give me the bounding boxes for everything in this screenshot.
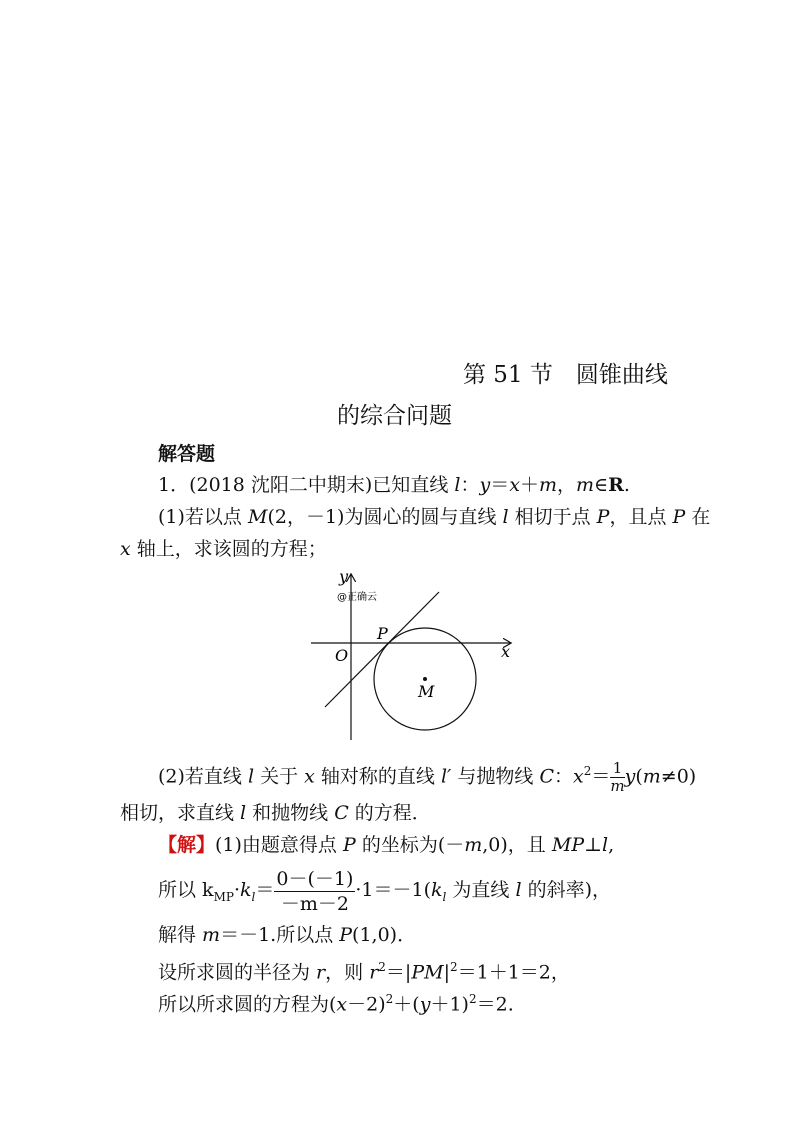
var-P: P <box>596 506 610 528</box>
text: ＝| <box>385 961 412 984</box>
part1-line1 <box>158 504 710 530</box>
text: | <box>443 961 450 984</box>
var-P: P <box>672 506 686 528</box>
y-axis-label: y <box>339 567 349 586</box>
origin-label: O <box>335 646 349 665</box>
page-title-line1: 第 51 节 圆锥曲线 <box>463 362 668 388</box>
var-y: y <box>479 474 491 496</box>
text: 轴对称的直线 <box>314 765 441 788</box>
text: ＋( <box>393 993 420 1016</box>
var-r: r <box>316 961 326 984</box>
text: ⊥ <box>584 834 602 856</box>
var-y: y <box>419 993 431 1016</box>
var-m: m <box>642 765 661 788</box>
text: ＋ <box>519 474 539 496</box>
text: ＝ <box>490 474 510 496</box>
solution-line3 <box>158 922 416 948</box>
text: (2)若直线 <box>158 765 248 788</box>
text: ＋1) <box>430 993 469 1016</box>
var-x: x <box>304 765 315 788</box>
x-axis-label: x <box>501 642 511 661</box>
text: ， <box>556 474 576 496</box>
text: 在 <box>685 506 711 528</box>
exponent: 2 <box>378 960 386 974</box>
var-l: l <box>454 474 461 496</box>
var-x: x <box>336 993 348 1016</box>
text: ·1＝－1( <box>355 879 432 901</box>
fraction-numerator: 1 <box>610 760 624 778</box>
text: (1)若以点 <box>158 506 248 528</box>
var-l-prime: l′ <box>440 765 452 788</box>
text: (2，－1)为圆心的圆与直线 <box>267 506 503 528</box>
solution-tag: 【解】 <box>158 834 216 856</box>
subscript: l <box>251 889 256 904</box>
text: 和抛物线 <box>246 802 335 824</box>
exponent: 2 <box>468 992 477 1006</box>
var-m: m <box>464 834 483 856</box>
text: 的斜率)， <box>521 879 611 901</box>
fraction-denominator: m <box>610 776 625 795</box>
var-l: l <box>247 765 255 788</box>
exponent: 2 <box>449 960 458 974</box>
text: . <box>623 474 630 496</box>
text: ，且点 <box>609 506 673 528</box>
var-r: r <box>369 961 379 984</box>
exponent: 2 <box>583 764 592 778</box>
var-P: P <box>339 924 353 946</box>
fraction-denominator: －m－2 <box>280 892 349 915</box>
exponent: 2 <box>385 992 394 1006</box>
var-MP: MP <box>551 834 585 856</box>
text: 与抛物线 <box>451 765 540 788</box>
part2-line2 <box>120 800 431 826</box>
var-l: l <box>515 879 522 901</box>
text: ＝－1.所以点 <box>220 924 340 946</box>
text: ＝ <box>255 879 275 901</box>
text: 关于 <box>254 765 305 788</box>
subscript: l <box>442 889 447 904</box>
var-l: l <box>240 802 247 824</box>
text: ＝1＋1＝2， <box>457 961 570 984</box>
text: 相切于点 <box>508 506 597 528</box>
text: 所以所求圆的方程为( <box>158 993 337 1016</box>
var-k: k <box>431 879 443 901</box>
point-P-label: P <box>377 624 388 643</box>
var-C: C <box>539 765 554 788</box>
fraction-numerator: 0－(－1) <box>276 867 354 890</box>
part2-line1 <box>158 758 696 795</box>
text: · <box>233 879 240 901</box>
var-l: l <box>502 506 509 528</box>
var-y: y <box>624 765 636 788</box>
var-P: P <box>342 834 356 856</box>
text: ≠0) <box>660 765 697 788</box>
var-m: m <box>576 474 595 496</box>
text: ( <box>635 765 643 788</box>
var-m: m <box>202 924 221 946</box>
slope-fraction <box>274 867 355 916</box>
var-C: C <box>334 802 349 824</box>
text: ，则 <box>325 961 370 984</box>
watermark: @正确云 <box>337 592 377 603</box>
problem-number: 1． <box>158 474 190 496</box>
problem-source: (2018 沈阳二中期末)已知直线 <box>189 474 449 496</box>
center-point-M <box>423 677 427 681</box>
text: ＝ <box>591 765 611 788</box>
problem-statement <box>158 472 630 498</box>
text: ∈ <box>594 474 609 496</box>
text: ： <box>553 765 573 788</box>
var-M: M <box>247 506 268 528</box>
text: , <box>608 834 615 856</box>
var-x: x <box>573 765 584 788</box>
text: 的方程． <box>348 802 431 824</box>
subscript: MP <box>213 889 234 904</box>
part1-line2 <box>120 536 327 562</box>
text: ＝2. <box>476 993 514 1016</box>
text: 轴上，求该圆的方程； <box>130 538 327 560</box>
var-k: k <box>239 879 252 901</box>
text: 为直线 <box>446 879 516 901</box>
text: (1,0)． <box>352 924 417 946</box>
text: －2) <box>347 993 386 1016</box>
text: ,0)，且 <box>482 834 552 856</box>
var-l: l <box>601 834 609 856</box>
text: 相切，求直线 <box>120 802 241 824</box>
point-M-label: M <box>418 682 435 701</box>
var-x: x <box>120 538 131 560</box>
solution-line4 <box>158 954 570 985</box>
text: 所以 k <box>158 879 214 901</box>
page-title-line2: 的综合问题 <box>337 403 452 429</box>
var-PM: PM <box>411 961 444 984</box>
solution-line2 <box>158 864 611 923</box>
circle-tangent-figure <box>305 565 525 745</box>
solution-line1 <box>158 832 614 858</box>
text: (1)由题意得点 <box>215 834 343 856</box>
text: ： <box>460 474 480 496</box>
text: 的坐标为(－ <box>355 834 465 856</box>
text: 设所求圆的半径为 <box>158 961 317 984</box>
solution-line5 <box>158 986 514 1017</box>
section-label: 解答题 <box>158 443 216 465</box>
set-R: R <box>608 474 624 496</box>
text: 解得 <box>158 924 203 946</box>
fraction-1-over-m <box>610 760 624 795</box>
var-m: m <box>538 474 557 496</box>
var-x: x <box>509 474 520 496</box>
